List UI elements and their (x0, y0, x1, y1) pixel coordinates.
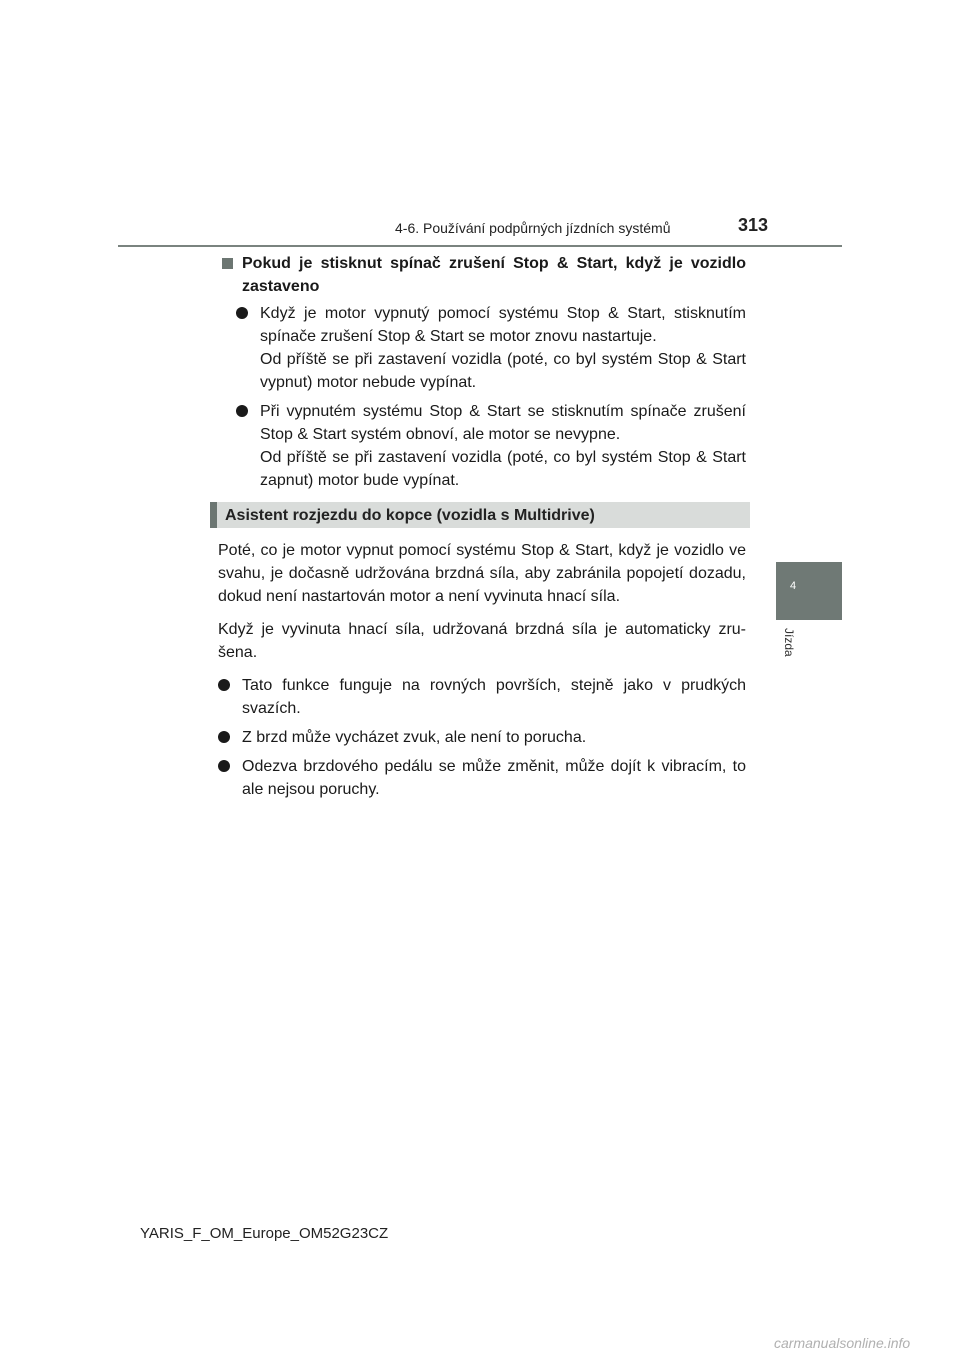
list-item-text: Když je motor vypnutý pomocí systému Stop & Start, stisknutím spínače zrušení Stop & Start se motor znovu nastartuje. (260, 305, 746, 345)
bullet-dot-icon (218, 679, 230, 691)
list-item (218, 726, 746, 749)
bullet-dot-icon (236, 307, 248, 319)
page-number: 313 (738, 215, 769, 235)
section-title-bar: Asistent rozjezdu do kopce (vozidla s Multidrive) (210, 502, 750, 528)
list-item-text: Odezva brzdového pedálu se může změnit, může dojít k vibracím, to ale nejsou poruchy. (242, 758, 746, 798)
paragraph: Když je vyvinuta hnací síla, udržovaná brzdná síla je automaticky zru-šena. (218, 621, 746, 661)
bullet-dot-icon (218, 760, 230, 772)
subheading (218, 252, 746, 298)
bullet-dot-icon (236, 405, 248, 417)
list-item-text: Od příště se při zastavení vozidla (poté, co byl systém Stop & Start vypnut) motor nebude vypínat. (260, 351, 746, 391)
chapter-tab-label-text: Jízda (782, 628, 796, 657)
list-item-text: Z brzd může vycházet zvuk, ale není to porucha. (242, 729, 587, 746)
list-item (236, 400, 746, 492)
page-content (218, 252, 746, 807)
list-item (218, 755, 746, 801)
chapter-tab-number: 4 (790, 580, 797, 592)
paragraph: Poté, co je motor vypnut pomocí systému Stop & Start, když je vozidlo ve svahu, je dočasně udržována brzdná síla, aby zabránila popojetí dozadu, dokud není nastartován motor a není vyvinuta hnací síla. (218, 542, 746, 605)
list-item-text: Od příště se při zastavení vozidla (poté, co byl systém Stop & Start zapnut) motor bude vypínat. (260, 449, 746, 489)
document-id-footer: YARIS_F_OM_Europe_OM52G23CZ (140, 1225, 389, 1242)
list-item-text: Při vypnutém systému Stop & Start se stisknutím spínače zrušení Stop & Start systém obnoví, ale motor se nevypne. (260, 403, 746, 443)
chapter-tab-label (782, 628, 802, 668)
page-section-title: 4-6. Používání podpůrných jízdních systémů (395, 220, 671, 236)
bullet-dot-icon (218, 731, 230, 743)
subheading-text: Pokud je stisknut spínač zrušení Stop & Start, když je vozidlo zastaveno (242, 255, 746, 295)
header-rule (118, 245, 842, 247)
chapter-tab (776, 562, 842, 620)
list-item (218, 674, 746, 720)
list-item (236, 302, 746, 394)
watermark: carmanualsonline.info (774, 1335, 911, 1351)
square-bullet-icon (222, 258, 233, 269)
list-item-text: Tato funkce funguje na rovných površích, stejně jako v prudkých svazích. (242, 677, 746, 717)
